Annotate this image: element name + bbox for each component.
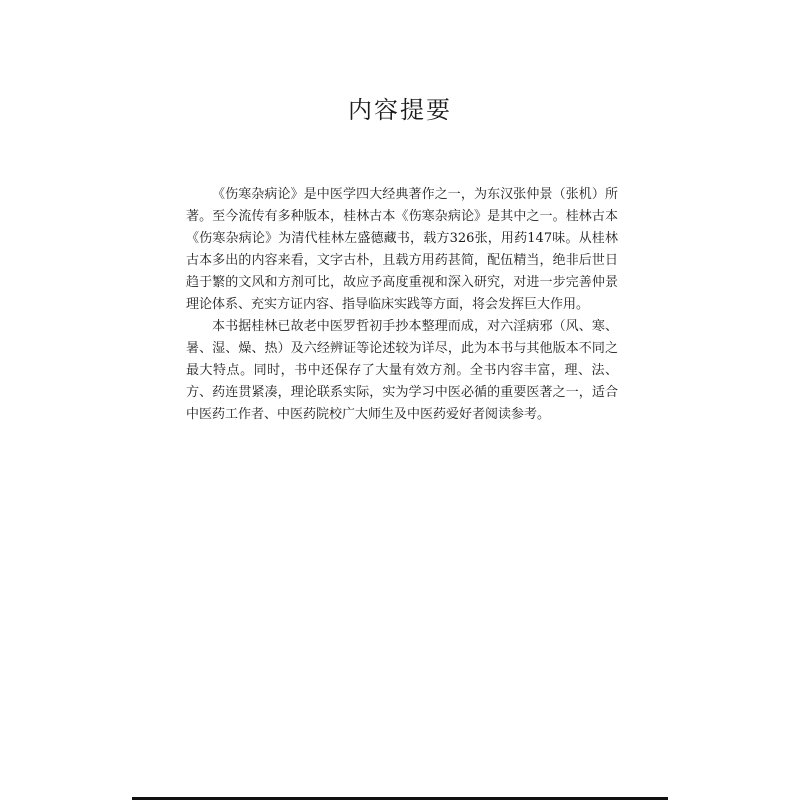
page-title: 内容提要 bbox=[348, 96, 452, 124]
summary-paragraph-1: 《伤寒杂病论》是中医学四大经典著作之一，为东汉张仲景（张机）所著。至今流传有多种版本，桂林古本《伤寒杂病论》是其中之一。桂林古本《伤寒杂病论》为清代桂林左盛德藏书，载方326张，用药147味。从桂林古本多出的内容来看，文字古朴，且载方用药甚简，配伍精当，绝非后世日趋于繁的文风和方剂可比，故应予高度重视和深入研究，对进一步完善仲景理论体系、充实方证内容、指导临床实践等方面，将会发挥巨大作用。 bbox=[186, 187, 618, 312]
summary-body bbox=[186, 184, 618, 426]
summary-paragraph-2: 本书据桂林已故老中医罗哲初手抄本整理而成，对六淫病邪（风、寒、暑、湿、燥、热）及六经辨证等论述较为详尽，此为本书与其他版本不同之最大特点。同时，书中还保存了大量有效方剂。全书内容丰富，理、法、方、药连贯紧凑，理论联系实际，实为学习中医必循的重要医著之一，适合中医药工作者、中医药院校广大师生及中医药爱好者阅读参考。 bbox=[186, 319, 618, 422]
